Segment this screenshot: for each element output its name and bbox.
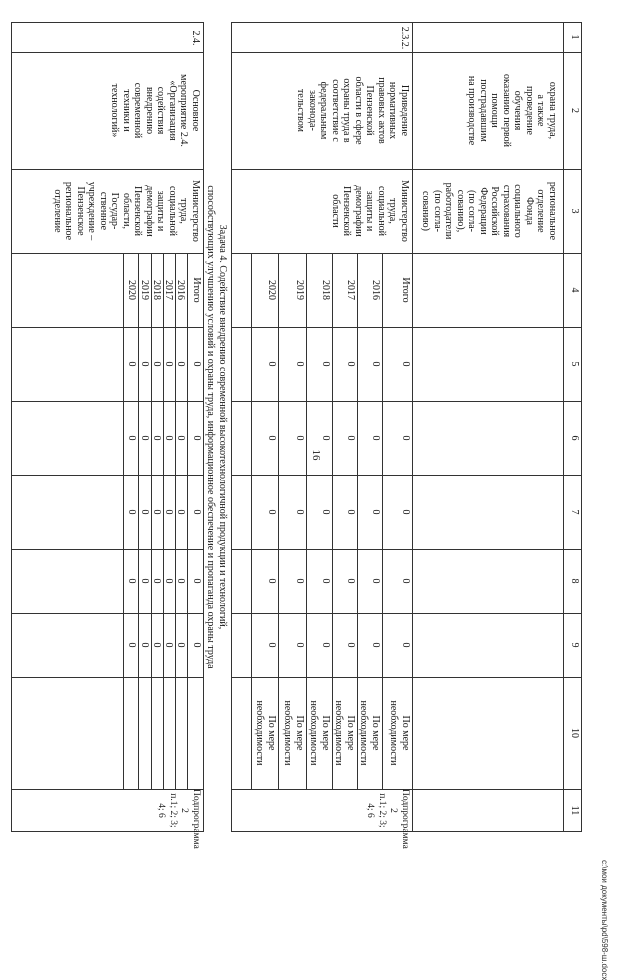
item-2-4-value-cell: 0 [175,361,186,367]
item-2-3-2-value-cell: 0 [345,509,356,515]
item-2-3-2-value-cell: 0 [400,435,411,441]
item-2-3-2-value-cell: 0 [370,509,381,515]
continuation-executor-cell: региональное отделение Фонда социального страхования Российской Федерации (по согла- сованию), работодатели (по согла- сованию) [420,181,558,241]
item-2-3-2-indicators: Подпрограмма 2 п.1; 2; 3; 4; 6 [365,789,410,849]
item-2-3-2-year-cell: 2019 [294,280,305,300]
item-2-3-2-number: 2.3.2. [399,26,410,50]
header-col-1: 1 [569,34,580,40]
item-2-3-2-value-cell: 0 [400,578,411,584]
item-2-4-indicators: Подпрограмма 2 п.1; 2; 3; 4; 6 [156,789,201,849]
item-2-4-value-cell: 0 [126,509,137,515]
grid-line-h [382,253,383,789]
item-2-3-2-year-cell: Итого [400,277,411,303]
grid-line-v [232,169,582,170]
item-2-4-value-cell: 0 [175,642,186,648]
item-2-4-value-cell: 0 [126,578,137,584]
item-2-3-2-year-cell: 2016 [370,280,381,300]
item-2-4-name: Основное мероприятие 2.4. «Организация содействия внедрению современной техники и технологий» [109,74,201,147]
item-2-3-2-term-cell: По мере необходимости [282,700,305,766]
item-2-3-2-value-cell: 0 [294,509,305,515]
grid-line-h [581,22,582,832]
grid-line-h [251,253,252,789]
item-2-4-value-cell: 0 [126,642,137,648]
item-2-3-2-year-cell: 2017 [345,280,356,300]
item-2-3-2-value-cell: 0 [320,578,331,584]
item-2-3-2-value-cell: 0 [266,578,277,584]
item-2-3-2-value-cell: 0 [345,361,356,367]
item-2-4-value-cell: 0 [191,361,202,367]
item-2-4-value-cell: 0 [151,642,162,648]
item-2-3-2-value-cell: 0 [400,642,411,648]
grid-line-v [232,52,582,53]
item-2-3-2-term-cell: По мере необходимости [308,700,331,766]
item-2-3-2-value-cell: 0 [294,642,305,648]
item-2-4-value-cell: 0 [139,642,150,648]
item-2-4-value-cell: 0 [175,509,186,515]
item-2-4-value-cell: 0 [139,361,150,367]
item-2-4-year-cell: 2018 [151,280,162,300]
item-2-4-value-cell: 0 [139,578,150,584]
item-2-4-year-cell: 2017 [163,280,174,300]
item-2-4-value-cell: 0 [191,578,202,584]
item-2-3-2-term-cell: По мере необходимости [388,700,411,766]
continuation-name-cell: охрана труда, а также проведение обучения оказанию первой помощи пострадавшим на производстве [466,73,558,147]
item-2-3-2-name: Приведение нормативных правовых актов Пензенской области в сфере охраны труда в соответствие с федеральным законода- тельством [295,76,410,145]
grid-line-h [11,22,12,832]
item-2-3-2-term-cell: По мере необходимости [254,700,277,766]
header-col-10: 10 [569,728,580,738]
item-2-3-2-value-cell: 0 [320,435,331,441]
grid-line-h [306,253,307,789]
item-2-3-2-term-cell: По мере необходимости [333,700,356,766]
item-2-3-2-value-cell: 0 [400,361,411,367]
page-number: 16 [310,449,322,461]
item-2-3-2-year-cell: 2020 [266,280,277,300]
header-col-8: 8 [569,578,580,584]
item-2-3-2-value-cell: 0 [370,361,381,367]
header-col-11: 11 [569,805,580,816]
item-2-3-2-year-cell: 2018 [320,280,331,300]
item-2-4-value-cell: 0 [151,578,162,584]
header-col-2: 2 [569,108,580,113]
task-4-line-1: Задача 4. Содействие внедрению современной высокотехнологичной продукции и технологий, [217,224,228,630]
item-2-3-2-value-cell: 0 [345,642,356,648]
item-2-3-2-value-cell: 0 [266,435,277,441]
item-2-4-value-cell: 0 [151,435,162,441]
grid-line-h [278,253,279,789]
item-2-4-value-cell: 0 [163,509,174,515]
grid-line-h [231,22,232,832]
item-2-4-year-cell: 2016 [175,280,186,300]
header-col-6: 6 [569,435,580,441]
item-2-4-year-cell: Итого [191,277,202,303]
item-2-4-value-cell: 0 [139,509,150,515]
rotated-table-sheet [11,22,582,849]
item-2-3-2-value-cell: 0 [345,578,356,584]
item-2-4-number: 2.4. [190,30,201,46]
item-2-4-value-cell: 0 [151,361,162,367]
header-col-5: 5 [569,361,580,367]
grid-line-h [412,22,413,832]
task-4-line-2: способствующих улучшению условий и охраны труда, информационное обеспечение и пропаганда охраны труда [205,185,216,669]
item-2-4-value-cell: 0 [163,578,174,584]
item-2-3-2-term-cell: По мере необходимости [358,700,381,766]
header-col-4: 4 [569,287,580,293]
header-col-7: 7 [569,509,580,515]
file-path-footer: c:\мои документы\pd\598-ш.docx [600,860,609,980]
item-2-4-value-cell: 0 [175,435,186,441]
item-2-4-value-cell: 0 [175,578,186,584]
item-2-4-value-cell: 0 [126,435,137,441]
item-2-4-value-cell: 0 [151,509,162,515]
grid-line-v [232,22,582,23]
item-2-4-value-cell: 0 [163,435,174,441]
item-2-3-2-value-cell: 0 [266,361,277,367]
item-2-4-value-cell: 0 [191,509,202,515]
header-col-9: 9 [569,642,580,648]
item-2-3-2-value-cell: 0 [370,435,381,441]
grid-line-v [11,52,204,53]
grid-line-v [232,677,582,678]
item-2-4-year-cell: 2019 [139,280,150,300]
item-2-4-value-cell: 0 [163,361,174,367]
item-2-3-2-value-cell: 0 [320,361,331,367]
item-2-3-2-value-cell: 0 [266,642,277,648]
item-2-4-value-cell: 0 [126,361,137,367]
grid-line-v [11,22,204,23]
item-2-3-2-value-cell: 0 [294,578,305,584]
item-2-3-2-value-cell: 0 [345,435,356,441]
grid-line-v [11,169,204,170]
item-2-4-value-cell: 0 [139,435,150,441]
item-2-3-2-value-cell: 0 [294,435,305,441]
item-2-3-2-executor: Министерство труда, социальной защиты и демографии Пензенской области [330,180,410,242]
item-2-3-2-value-cell: 0 [320,509,331,515]
item-2-3-2-value-cell: 0 [400,509,411,515]
item-2-4-value-cell: 0 [191,642,202,648]
header-col-3: 3 [569,208,580,214]
grid-line-h [123,253,124,789]
item-2-3-2-value-cell: 0 [370,578,381,584]
grid-line-h [187,253,188,789]
item-2-4-value-cell: 0 [163,642,174,648]
grid-line-h [563,22,564,832]
item-2-3-2-value-cell: 0 [294,361,305,367]
item-2-4-year-cell: 2020 [126,280,137,300]
item-2-4-executor: Министерство труда, социальной защиты и демографии Пензенской области, Государ- ственное учреждение – Пензенское региональное отделение [52,180,201,242]
item-2-3-2-value-cell: 0 [370,642,381,648]
item-2-3-2-value-cell: 0 [320,642,331,648]
item-2-3-2-value-cell: 0 [266,509,277,515]
item-2-4-value-cell: 0 [191,435,202,441]
